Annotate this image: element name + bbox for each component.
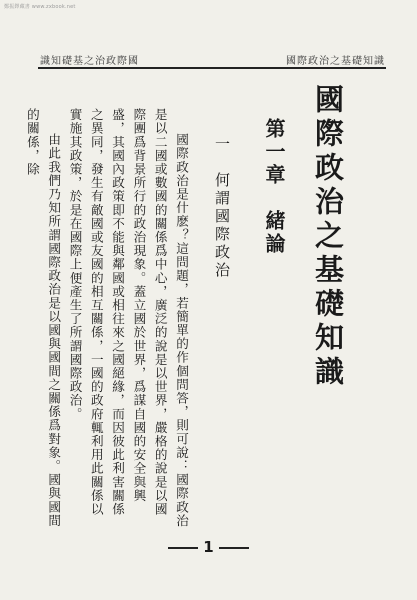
body-text: [24, 108, 192, 528]
page-number: [0, 538, 417, 556]
paragraph: 國際政治是什麽？這問題，若簡單的作個問答，則可說：國際政治是以二國或數國的關係爲中心，廣泛的說是以世界，嚴格的說是以國際團爲背景所行的政治現象。蓋立國於世界，爲謀自國的安全與興盛，其國內政策即不能與鄰國或相往來之國絕緣，而因彼此利害關係之異同，發生有敵國或友國的相互關係，一國的政府輒利用此關係以實施其政策，於是在國際上便產生了所謂國際政治。: [67, 108, 189, 528]
running-head-left: 識知礎基之治政際國: [40, 56, 139, 67]
header-rule: [38, 67, 386, 69]
book-title: 國際政治之基礎知識: [311, 84, 345, 390]
watermark: 鄭振鐸藏書 www.zxbook.net: [4, 4, 76, 10]
page-number-value: 1: [203, 538, 214, 556]
paragraph: 由此我們乃知所謂國際政治是以國與國間之關係爲對象。國與國間的關係，除: [24, 108, 62, 528]
running-head-right: 國際政治之基礎知識: [286, 56, 385, 67]
section-heading: 一 何謂國際政治: [213, 136, 231, 280]
chapter-heading: 第一章 緒論: [262, 118, 286, 256]
running-head: [40, 52, 385, 66]
page-number-dash: [168, 547, 198, 549]
page-number-dash: [219, 547, 249, 549]
